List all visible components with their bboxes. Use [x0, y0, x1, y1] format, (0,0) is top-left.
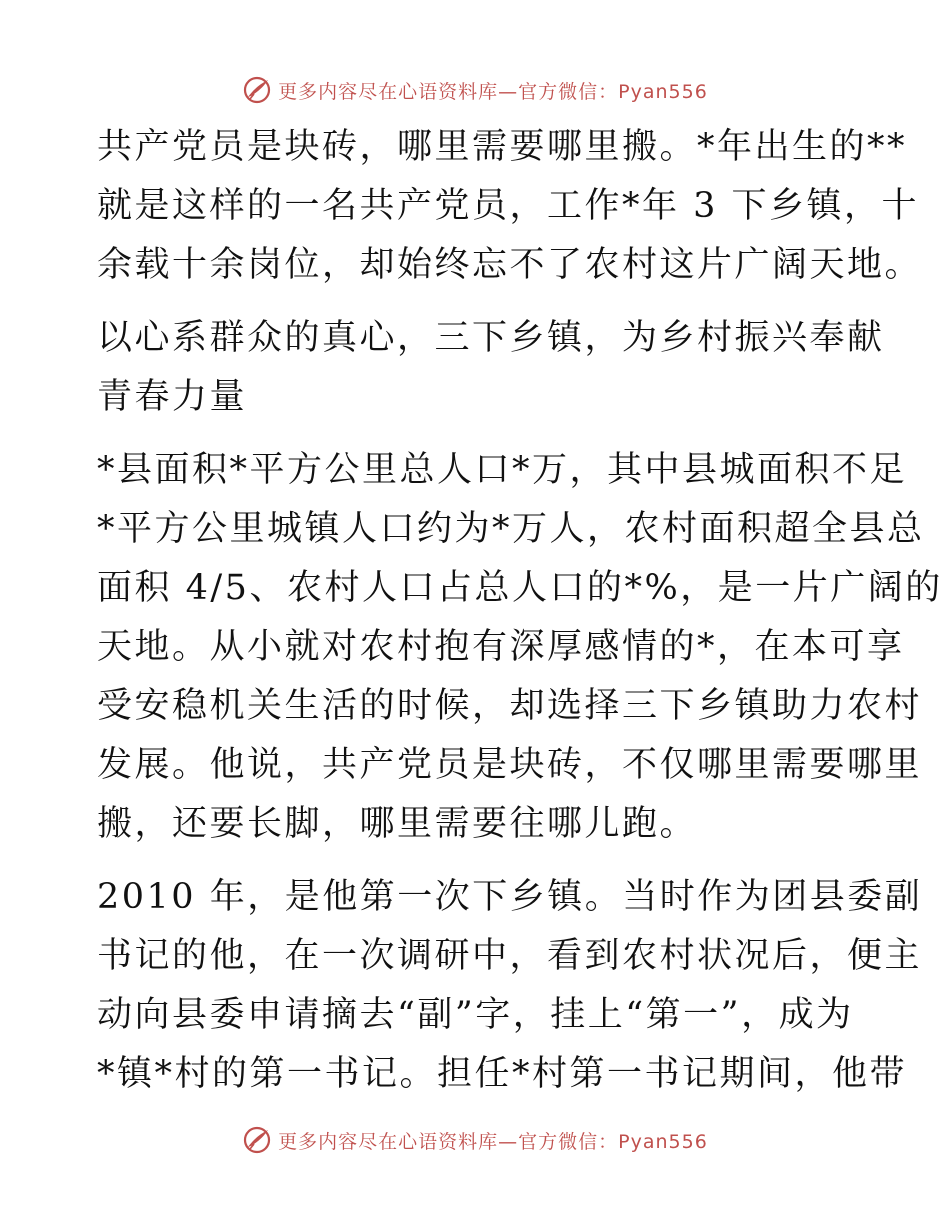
text-line: 面积 4/5、农村人口占总人口的*%，是一片广阔的: [97, 568, 943, 608]
paragraph-2: [97, 309, 885, 427]
text-line: 天地。从小就对农村抱有深厚感情的*，在本可享: [97, 627, 905, 667]
watermark-text: [278, 1127, 708, 1154]
text-line: 青春力量: [97, 377, 248, 417]
text-line: 余载十余岗位，却始终忘不了农村这片广阔天地。: [97, 245, 923, 285]
text-line: 动向县委申请摘去“副”字，挂上“第一”，成为: [97, 995, 854, 1035]
text-line: 搬，还要长脚，哪里需要往哪儿跑。: [97, 804, 698, 844]
text-line: 就是这样的一名共产党员，工作*年 3 下乡镇，十: [97, 186, 920, 226]
footer-watermark: [0, 1120, 950, 1160]
text-line: 以心系群众的真心，三下乡镇，为乡村振兴奉献: [97, 318, 885, 358]
paragraph-4: [97, 868, 923, 1104]
feather-pen-seal-icon: [242, 75, 272, 105]
text-line: 书记的他，在一次调研中，看到农村状况后，便主: [97, 936, 923, 976]
document-body: [97, 118, 943, 1118]
text-line: 共产党员是块砖，哪里需要哪里搬。*年出生的**: [97, 127, 908, 167]
text-line: *县面积*平方公里总人口*万，其中县城面积不足: [97, 450, 908, 490]
text-line: 2010 年，是他第一次下乡镇。当时作为团县委副: [97, 877, 923, 917]
watermark-handle: Pyan556: [618, 1130, 708, 1153]
feather-pen-seal-icon: [242, 1125, 272, 1155]
watermark-label: 更多内容尽在心语资料库—官方微信：: [278, 80, 619, 103]
paragraph-3: [97, 441, 943, 854]
text-line: *镇*村的第一书记。担任*村第一书记期间，他带: [97, 1054, 908, 1094]
watermark-text: [278, 77, 708, 104]
text-line: *平方公里城镇人口约为*万人，农村面积超全县总: [97, 509, 925, 549]
header-watermark: [0, 70, 950, 110]
text-line: 受安稳机关生活的时候，却选择三下乡镇助力农村: [97, 686, 923, 726]
text-line: 发展。他说，共产党员是块砖，不仅哪里需要哪里: [97, 745, 923, 785]
watermark-label: 更多内容尽在心语资料库—官方微信：: [278, 1130, 619, 1153]
watermark-handle: Pyan556: [618, 80, 708, 103]
paragraph-1: [97, 118, 923, 295]
